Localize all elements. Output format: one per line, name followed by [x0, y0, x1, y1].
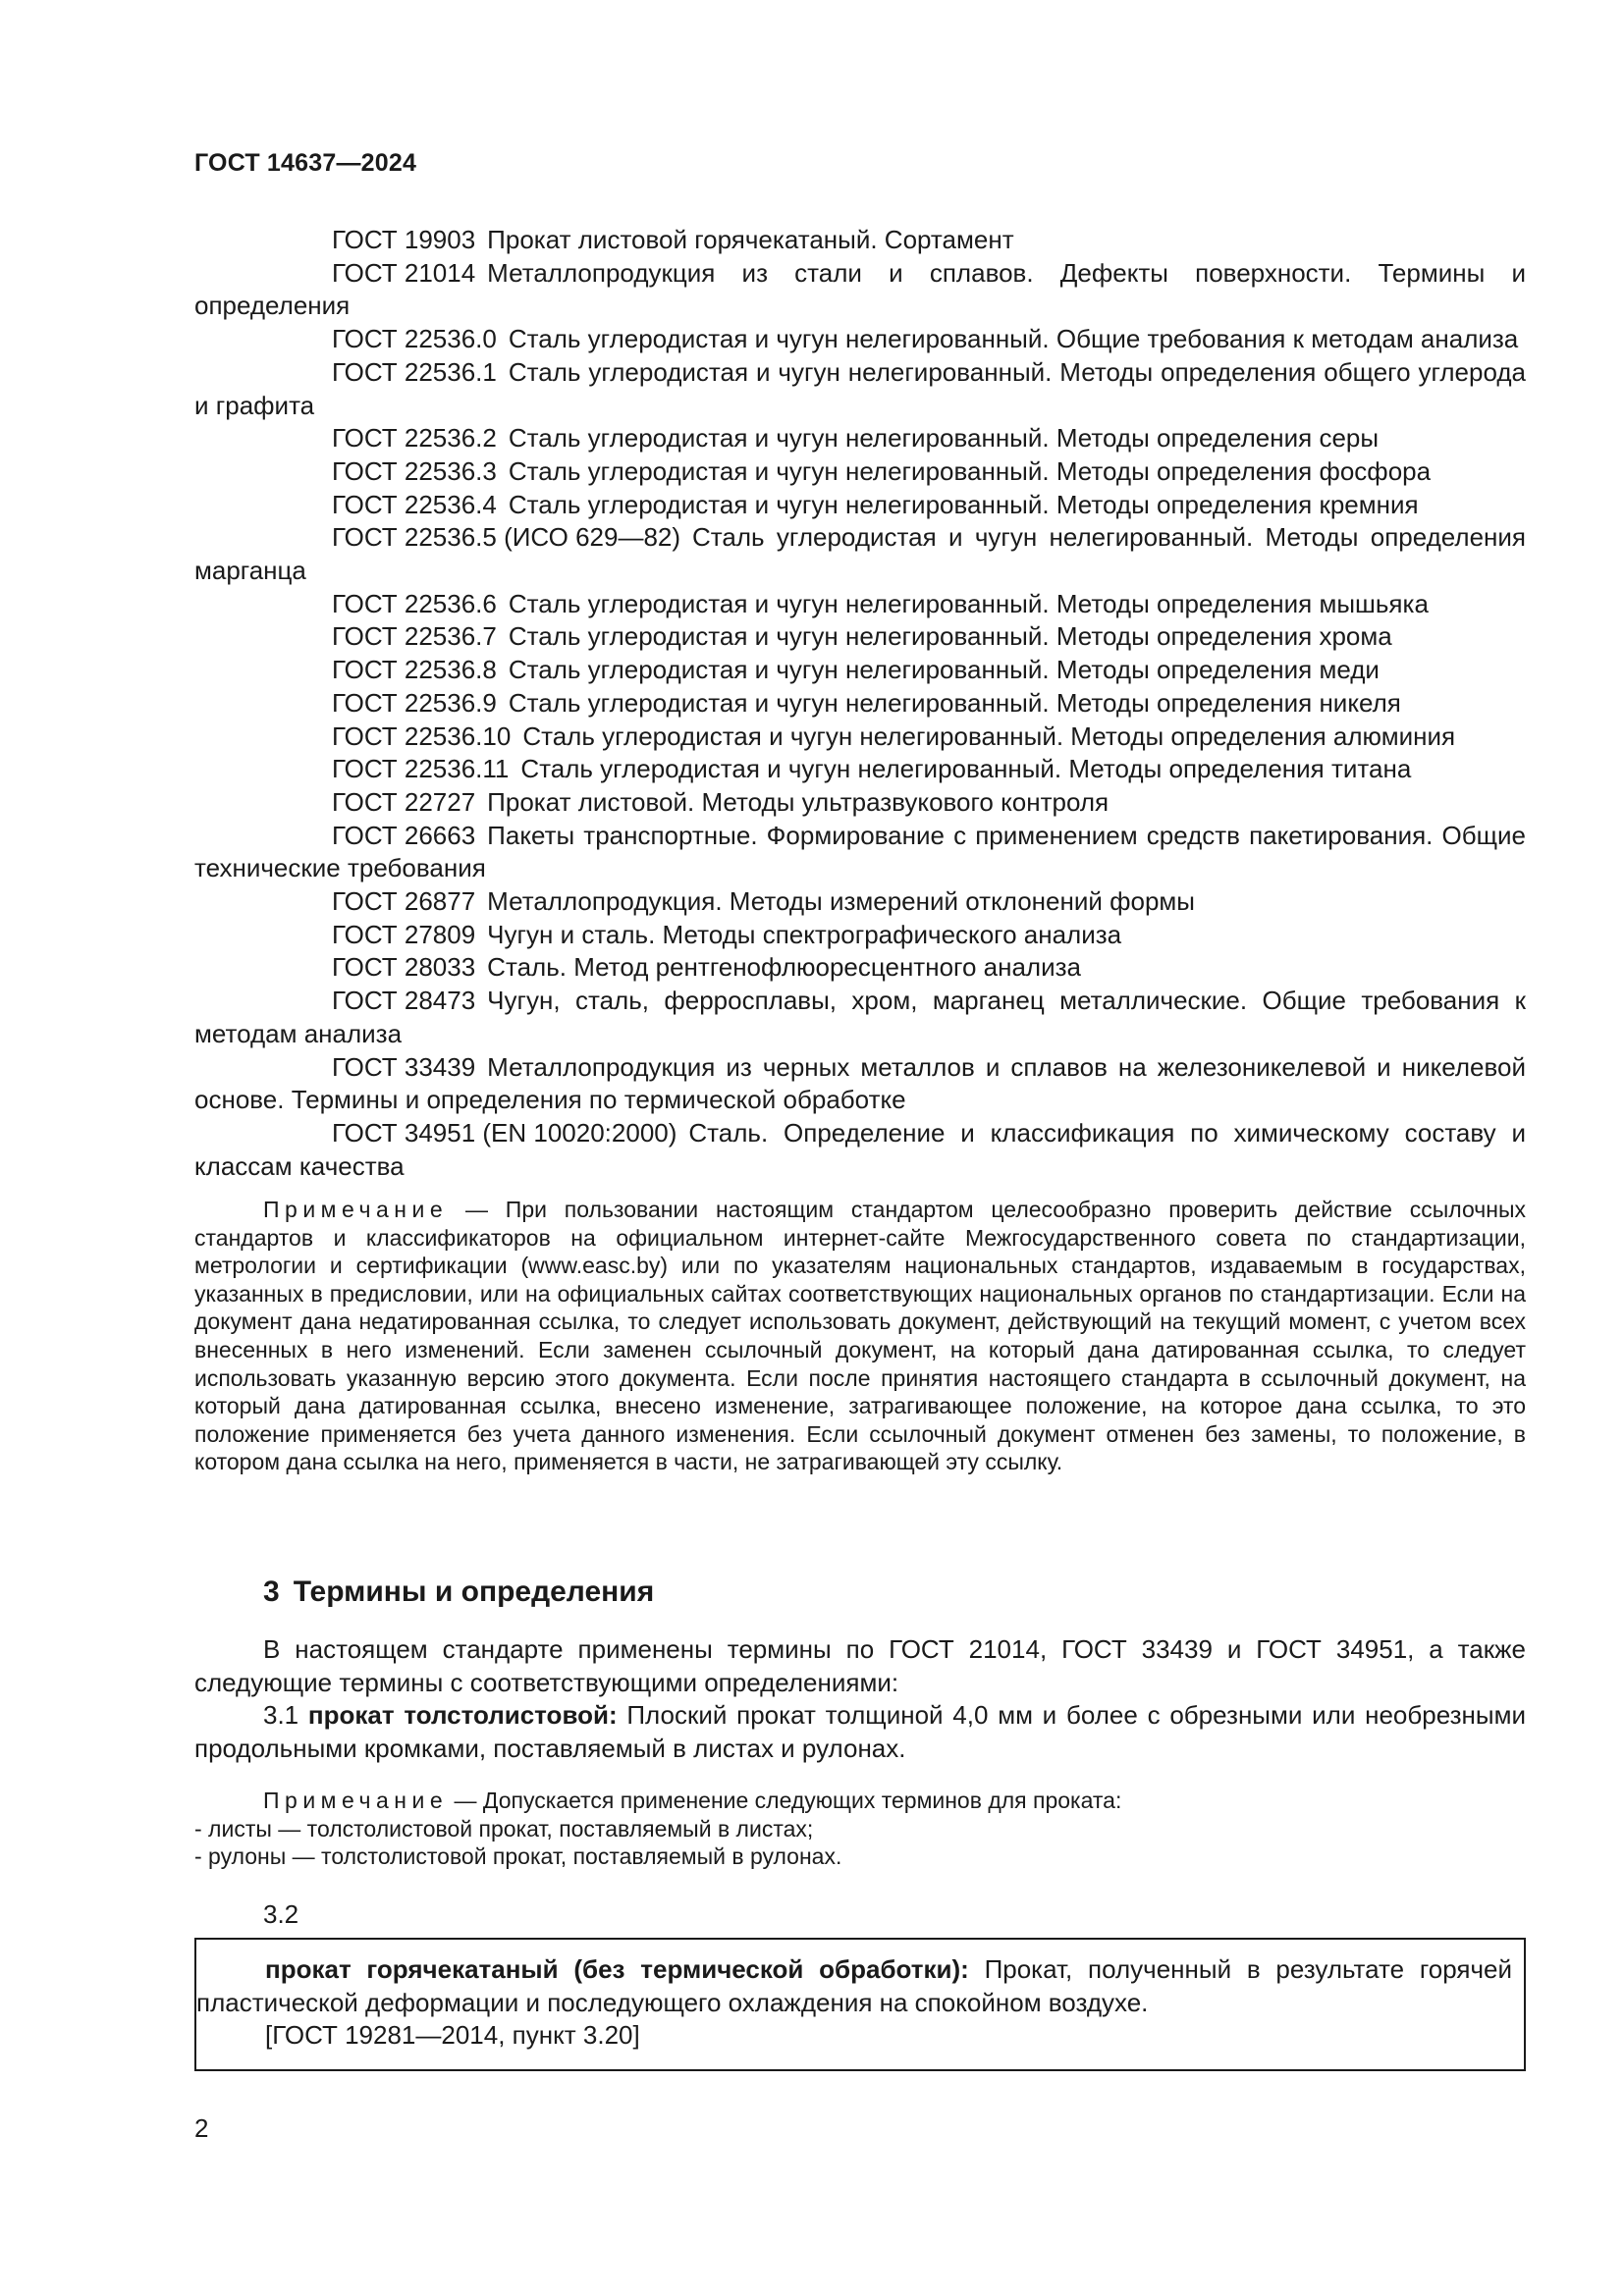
- reference-item: ГОСТ 28473 Чугун, сталь, ферросплавы, хром, марганец металлические. Общие требования к методам анализа: [194, 986, 1526, 1048]
- normative-references-list: [194, 224, 1526, 1183]
- reference-item: ГОСТ 22536.11 Сталь углеродистая и чугун нелегированный. Методы определения титана: [332, 754, 1412, 784]
- term-name: прокат толстолистовой:: [307, 1700, 618, 1731]
- term-source: [ГОСТ 19281—2014, пункт 3.20]: [265, 2020, 640, 2051]
- section-number: 3: [263, 1575, 280, 1608]
- reference-item: ГОСТ 22536.8 Сталь углеродистая и чугун нелегированный. Методы определения меди: [332, 655, 1380, 685]
- reference-item: ГОСТ 22536.7 Сталь углеродистая и чугун нелегированный. Методы определения хрома: [332, 621, 1392, 652]
- reference-item: ГОСТ 33439 Металлопродукция из черных металлов и сплавов на железоникелевой и никелевой основе. Термины и определения по термической обработке: [194, 1051, 1526, 1115]
- term-3-1: 3.1 прокат толстолистовой: Плоский прокат толщиной 4,0 мм и более с обрезными или необрезными продольными кромками, поставляемый в листах и рулонах.: [194, 1700, 1526, 1764]
- note-text: — При пользовании настоящим стандартом целесообразно проверить действие ссылочных стандартов и классификаторов на официальном интернет-сайте Межгосударственного совета по стандартизации, метрологии и сертификации (www.easc.by) или по указателям национальных стандартов, издаваемым в государствах, указанных в предисловии, или на официальных сайтах соответствующих национальных органов по стандартизации. Если на документ дана недатированная ссылка, то следует использовать документ, действующий на текущий момент, с учетом всех внесенных в него изменений. Если заменен ссылочный документ, на который дана датированная ссылка, то следует использовать указанную версию этого документа. Если после принятия настоящего стандарта в ссылочный документ, на который дана датированная ссылка, внесено изменение, затрагивающее положение, на которое дана ссылка, то это положение применяется без учета данного изменения. Если ссылочный документ отменен без замены, то положение, в котором дана ссылка на него, применяется в части, не затрагивающей эту ссылку.: [194, 1197, 1526, 1475]
- reference-item: ГОСТ 22536.1 Сталь углеродистая и чугун нелегированный. Методы определения общего углерода и графита: [194, 356, 1526, 420]
- reference-item: ГОСТ 22536.6 Сталь углеродистая и чугун нелегированный. Методы определения мышьяка: [332, 588, 1429, 618]
- reference-item: ГОСТ 19903 Прокат листовой горячекатаный. Сортамент: [332, 225, 1014, 254]
- reference-item: ГОСТ 22536.3 Сталь углеродистая и чугун нелегированный. Методы определения фосфора: [332, 455, 1432, 486]
- note-list-item: - листы — толстолистовой прокат, поставляемый в листах;: [194, 1815, 814, 1842]
- reference-item: ГОСТ 21014 Металлопродукция из стали и сплавов. Дефекты поверхности. Термины и определения: [194, 257, 1526, 321]
- page-number: 2: [194, 2113, 209, 2143]
- reference-item: ГОСТ 22727 Прокат листовой. Методы ультразвукового контроля: [332, 786, 1110, 817]
- term-definition: Прокат, полученный в результате горячей пластической деформации и последующего охлаждения на спокойном воздухе.: [196, 1954, 1513, 2017]
- terms-body: [194, 1633, 1526, 1766]
- note-label: Примечание: [263, 1788, 449, 1813]
- reference-item: ГОСТ 26663 Пакеты транспортные. Формирование с применением средств пакетирования. Общие технические требования: [194, 820, 1526, 883]
- note-label: Примечание: [263, 1197, 449, 1222]
- document-header: ГОСТ 14637—2024: [194, 149, 417, 177]
- section-title: Термины и определения: [293, 1575, 655, 1608]
- reference-item: ГОСТ 22536.5 (ИСО 629—82) Сталь углеродистая и чугун нелегированный. Методы определения марганца: [194, 522, 1526, 586]
- term-definition: Плоский прокат толщиной 4,0 мм и более с обрезными или необрезными продольными кромками, поставляемый в листах и рулонах.: [194, 1700, 1526, 1764]
- reference-item: ГОСТ 22536.2 Сталь углеродистая и чугун нелегированный. Методы определения серы: [332, 423, 1380, 454]
- reference-item: ГОСТ 22536.4 Сталь углеродистая и чугун нелегированный. Методы определения кремния: [332, 489, 1419, 519]
- reference-item: ГОСТ 26877 Металлопродукция. Методы измерений отклонений формы: [332, 886, 1195, 917]
- terms-note: [194, 1787, 1526, 1871]
- term-3-2-number: 3.2: [263, 1899, 299, 1929]
- reference-item: ГОСТ 22536.0 Сталь углеродистая и чугун нелегированный. Общие требования к методам анализа: [332, 324, 1519, 354]
- section-heading: [263, 1575, 654, 1609]
- terms-intro: В настоящем стандарте применены термины по ГОСТ 21014, ГОСТ 33439 и ГОСТ 34951, а также следующие термины с соответствующими определениями:: [194, 1634, 1526, 1697]
- references-note: [194, 1196, 1526, 1476]
- note-list-item: - рулоны — толстолистовой прокат, поставляемый в рулонах.: [194, 1843, 842, 1870]
- reference-item: ГОСТ 28033 Сталь. Метод рентгенофлюоресцентного анализа: [332, 952, 1081, 983]
- reference-item: ГОСТ 27809 Чугун и сталь. Методы спектрографического анализа: [332, 919, 1122, 949]
- reference-item: ГОСТ 34951 (EN 10020:2000) Сталь. Определение и классификация по химическому составу и классам качества: [194, 1117, 1526, 1181]
- reference-item: ГОСТ 22536.9 Сталь углеродистая и чугун нелегированный. Методы определения никеля: [332, 687, 1401, 718]
- reference-item: ГОСТ 22536.10 Сталь углеродистая и чугун нелегированный. Методы определения алюминия: [332, 721, 1456, 751]
- term-name: прокат горячекатаный (без термической обработки):: [265, 1954, 969, 1984]
- note-text: — Допускается применение следующих терминов для проката:: [454, 1788, 1122, 1813]
- term-3-2: [196, 1953, 1512, 2019]
- term-3-2-box: [194, 1938, 1526, 2071]
